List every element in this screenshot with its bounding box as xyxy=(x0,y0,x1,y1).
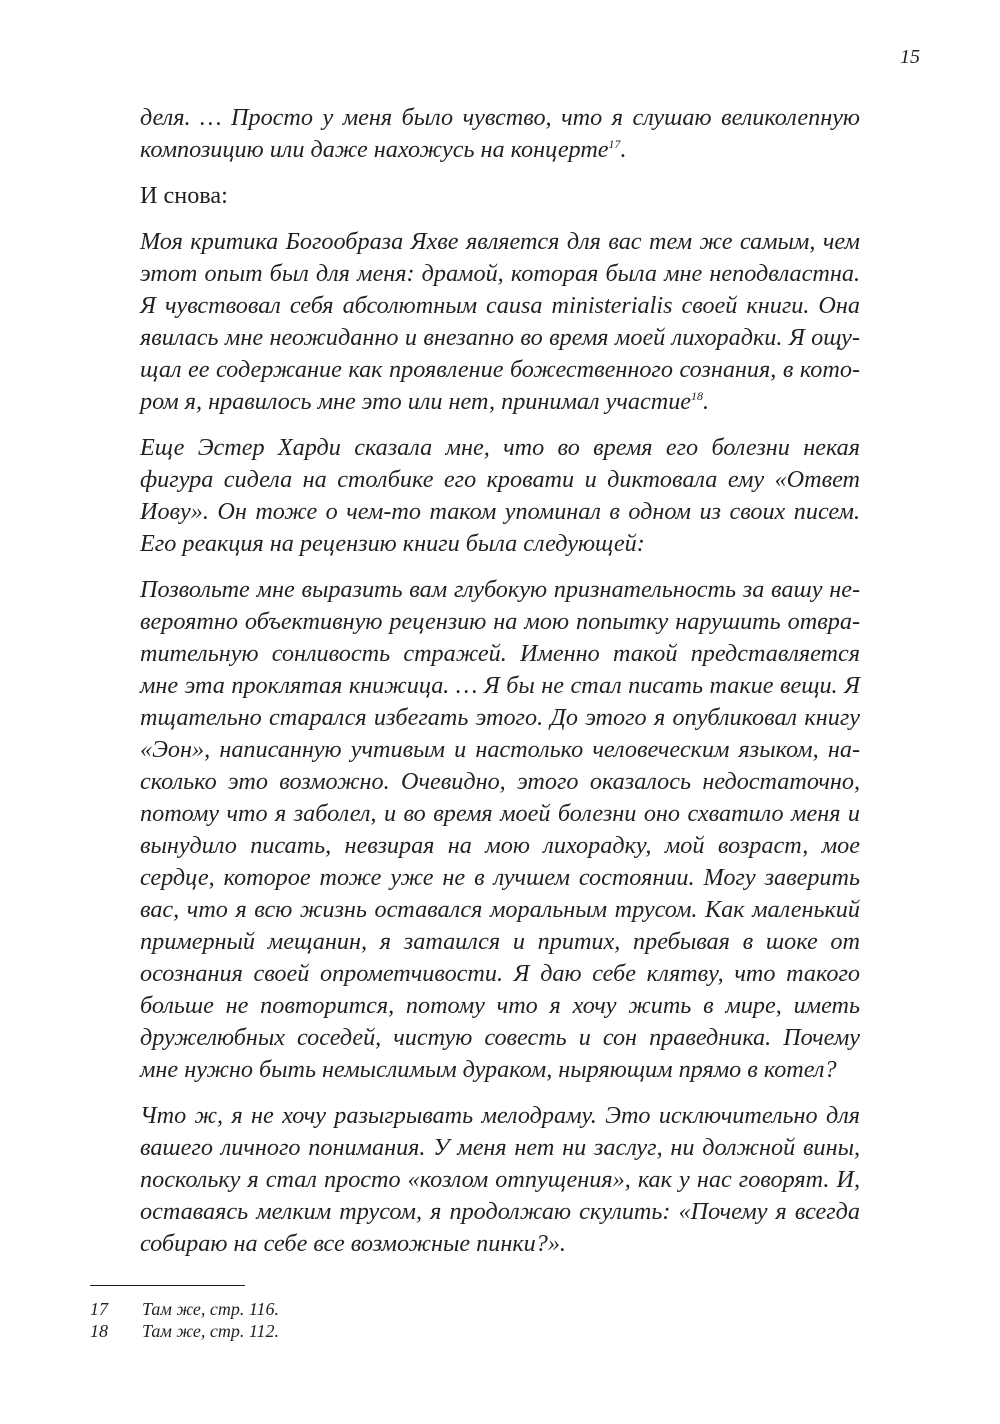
footnote-ref-18[interactable]: 18 xyxy=(691,388,704,403)
paragraph-4: Еще Эстер Харди сказала мне, что во время его болезни некая фигура сидела на столбике его кровати и диктовала ему «Ответ Иову». Он тоже о чем-то таком упоминал в одном из своих писем. Его реакция на рецензию книги была следующей: xyxy=(140,434,860,557)
footnotes xyxy=(90,1298,790,1342)
footnote-divider xyxy=(90,1285,245,1286)
paragraph-3 xyxy=(140,226,860,418)
paragraph-1 xyxy=(140,102,860,166)
footnote-17 xyxy=(90,1298,790,1320)
paragraph-6: Что ж, я не хочу разыгрывать мелодраму. Это исключительно для вашего личного понимания. У меня нет ни заслуг, ни должной вины, поскольку я стал просто «козлом отпущения», как у нас говорят. И, оставаясь мелким трусом, я продолжаю скулить: «Почему я всегда собираю на себе все возможные пинки?». xyxy=(140,1102,860,1257)
footnote-text: Там же, стр. 112. xyxy=(142,1321,279,1341)
paragraph-5: Позвольте мне выразить вам глубокую признательность за вашу невероятно объективную рецензию на мою попытку нарушить отвратительную сонливость стражей. Именно такой представляется мне эта проклятая книжица. … Я бы не стал писать такие вещи. Я тщательно старался избегать этого. До этого я опубликовал книгу «Эон», написанную учтивым и настолько человеческим языком, насколько это возможно. Очевидно, этого оказалось недостаточно, потому что я заболел, и во время моей болезни оно схватило меня и вынудило писать, невзирая на мою лихорадку, мой возраст, мое сердце, которое тоже уже не в лучшем состоянии. Могу заверить вас, что я всю жизнь оставался моральным трусом. Как маленький примерный мещанин, я затаился и притих, пребывая в шоке от осознания своей опрометчивости. Я даю себе клятву, что такого больше не повторится, потому что я хочу жить в мире, иметь дружелюбных соседей, чистую совесть и сон праведника. Почему мне нужно быть немыслимым дураком, ныряющим прямо в котел? xyxy=(140,576,860,1083)
footnote-text: Там же, стр. 116. xyxy=(142,1299,279,1319)
paragraph-3-tail: . xyxy=(703,388,710,415)
paragraph-3-text: Моя критика Богообраза Яхве является для вас тем же самым, чем этот опыт был для меня: драмой, которая была мне неподвластна. Я чувствовал себя абсолютным causa ministerialis своей книги. Она явилась мне неожиданно и внезапно во время моей лихорадки. Я ощущал ее содержание как проявление божественного сознания, в котором я, нравилось мне это или нет, принимал участие xyxy=(140,228,860,415)
footnote-ref-17[interactable]: 17 xyxy=(608,136,621,151)
footnote-18 xyxy=(90,1320,790,1342)
footnote-number: 17 xyxy=(90,1299,108,1319)
paragraph-2: И снова: xyxy=(140,182,228,209)
paragraph-1-tail: . xyxy=(620,136,627,163)
footnote-number: 18 xyxy=(90,1321,108,1341)
paragraph-1-text: деля. … Просто у меня было чувство, что я слушаю великолепную композицию или даже нахожусь на концерте xyxy=(140,104,860,163)
page-number: 15 xyxy=(900,46,920,68)
body-text xyxy=(140,102,860,1274)
